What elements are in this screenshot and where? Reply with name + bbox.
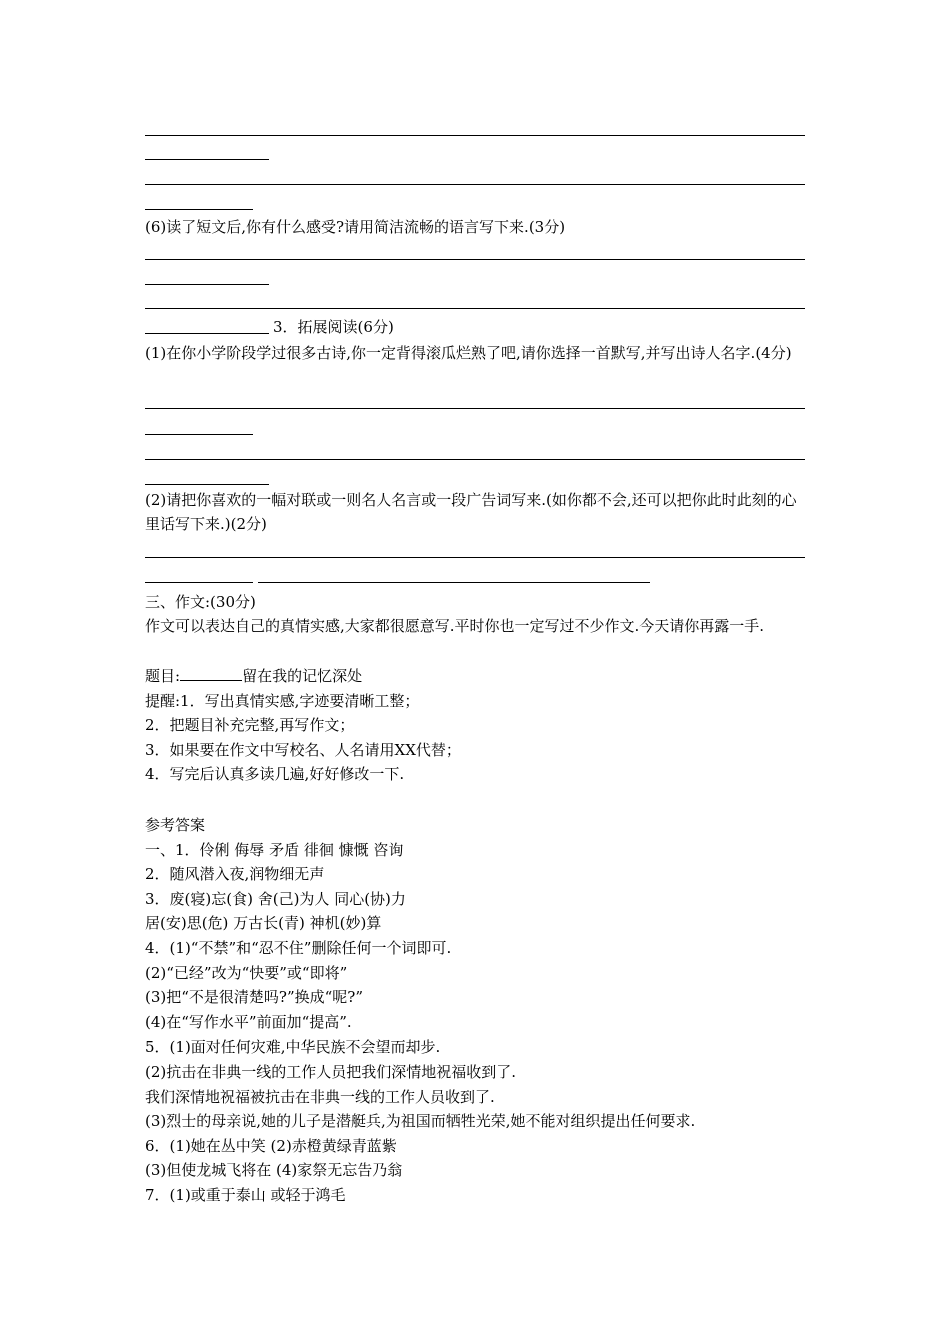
answer-line[interactable] (145, 259, 805, 260)
answer-line[interactable] (145, 184, 805, 185)
answer-line[interactable] (145, 209, 253, 210)
answer-item: 7．(1)或重于泰山 或轻于鸿毛 (145, 1186, 346, 1204)
extended-question-2: (2)请把你喜欢的一幅对联或一则名人名言或一段广告词写来.(如你都不会,还可以把你此时此刻的心里话写下来.)(2分) (145, 491, 797, 533)
answer-item: 我们深情地祝福被抗击在非典一线的工作人员收到了. (145, 1088, 495, 1106)
answer-line[interactable] (145, 557, 805, 558)
question-6: (6)读了短文后,你有什么感受?请用简洁流畅的语言写下来.(3分) (145, 218, 566, 236)
answers-title: 参考答案 (145, 816, 206, 834)
answer-line[interactable] (145, 459, 805, 460)
tip-item: 提醒:1．写出真情实感,字迹要清晰工整； (145, 692, 420, 710)
composition-intro: 作文可以表达自己的真情实感,大家都很愿意写.平时你也一定写过不少作文.今天请你再露一手. (145, 617, 765, 635)
answer-line[interactable] (145, 135, 805, 136)
answer-item: 居(安)思(危) 万古长(青) 神机(妙)算 (145, 914, 382, 932)
extended-reading-title: 3．拓展阅读(6分) (273, 318, 394, 336)
answer-line[interactable] (145, 582, 253, 583)
answer-line[interactable] (145, 284, 269, 285)
answer-line[interactable] (258, 582, 650, 583)
answer-line[interactable] (145, 308, 805, 309)
answer-item: 一、1．伶俐 侮辱 矛盾 徘徊 慷慨 咨询 (145, 841, 404, 859)
answer-line[interactable] (145, 434, 253, 435)
tip-item: 4．写完后认真多读几遍,好好修改一下. (145, 765, 405, 783)
answer-item: 6．(1)她在丛中笑 (2)赤橙黄绿青蓝紫 (145, 1137, 397, 1155)
answer-line[interactable] (145, 408, 805, 409)
answer-line[interactable] (145, 333, 269, 334)
answer-item: (4)在“写作水平”前面加“提高”. (145, 1013, 352, 1031)
topic-blank[interactable] (180, 666, 242, 681)
answer-line[interactable] (145, 159, 269, 160)
answer-item: 5．(1)面对任何灾难,中华民族不会望而却步. (145, 1038, 441, 1056)
composition-topic (145, 666, 362, 686)
answer-item: 4．(1)“不禁”和“忍不住”删除任何一个词即可. (145, 939, 452, 957)
answer-item: (2)“已经”改为“快要”或“即将” (145, 964, 348, 982)
tip-item: 2．把题目补充完整,再写作文； (145, 716, 355, 734)
tip-item: 3．如果要在作文中写校名、人名请用XX代替； (145, 741, 461, 759)
composition-title: 三、作文:(30分) (145, 593, 256, 611)
topic-suffix: 留在我的记忆深处 (242, 667, 363, 685)
answer-item: 3．废(寝)忘(食) 舍(己)为人 同心(协)力 (145, 890, 406, 908)
answer-line[interactable] (145, 484, 269, 485)
answer-item: (3)把“不是很清楚吗?”换成“呢?” (145, 988, 364, 1006)
answer-item: (2)抗击在非典一线的工作人员把我们深情地祝福收到了. (145, 1063, 517, 1081)
topic-prefix: 题目: (145, 667, 181, 685)
answer-item: (3)但使龙城飞将在 (4)家祭无忘告乃翁 (145, 1161, 403, 1179)
answer-item: 2．随风潜入夜,润物细无声 (145, 865, 325, 883)
answer-item: (3)烈士的母亲说,她的儿子是潜艇兵,为祖国而牺牲光荣,她不能对组织提出任何要求. (145, 1112, 696, 1130)
extended-question-1: (1)在你小学阶段学过很多古诗,你一定背得滚瓜烂熟了吧,请你选择一首默写,并写出诗人名字.(4分) (145, 344, 792, 362)
